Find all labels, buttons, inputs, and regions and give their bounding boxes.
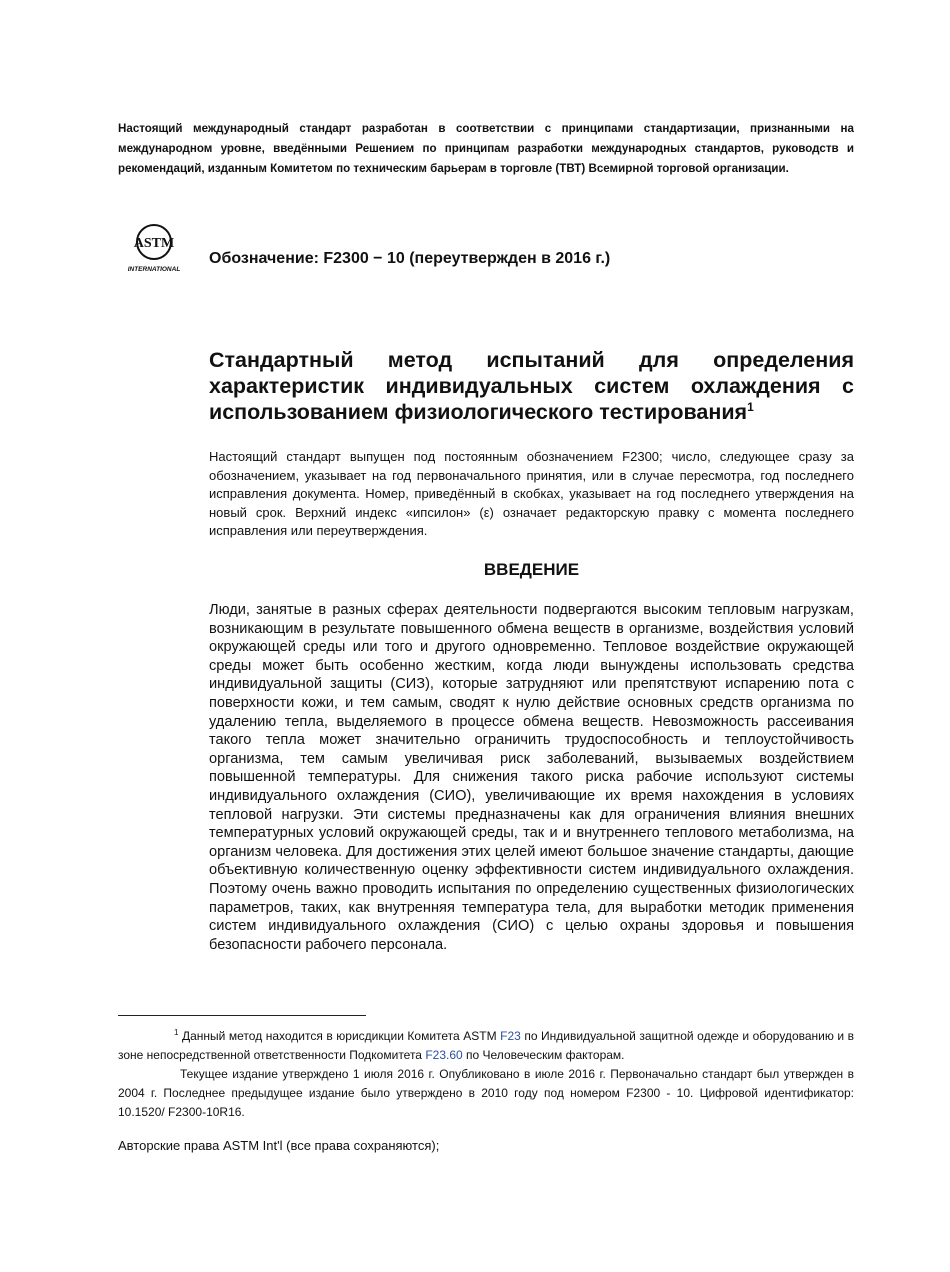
footnote-1-text-a: Данный метод находится в юрисдикции Комитета ASTM — [181, 1029, 497, 1043]
standard-designation: Обозначение: F2300 − 10 (переутвержден в 2016 г.) — [209, 250, 611, 267]
astm-logo — [122, 220, 186, 276]
footnote-edition: Текущее издание утверждено 1 июля 2016 г. Опубликовано в июле 2016 г. Первоначально стандарт был утвержден в 2004 г. Последнее предыдущее издание было утверждено в 2010 году под номером F2300 - 10. Цифровой идентификатор: 10.1520/ F2300-10R16. — [118, 1067, 854, 1119]
international-standard-notice: Настоящий международный стандарт разработан в соответствии с принципами стандартизации, признанными на международном уровне, введёнными Решением по принципам разработки международных стандартов, руководств и рекомендаций, изданным Комитетом по техническим барьерам в торговле (ТВТ) Всемирной торговой организации. — [118, 122, 854, 175]
astm-logo-text: INTERNATIONAL — [127, 266, 181, 273]
footnote-1-marker: 1 — [174, 1028, 179, 1037]
footnote-1-text-c: по Человеческим факторам. — [466, 1048, 625, 1062]
title-text: Стандартный метод испытаний для определения характеристик индивидуальных систем охлаждения с использованием физиологического тестирования — [209, 348, 854, 424]
title-footnote-ref: 1 — [747, 399, 754, 414]
astm-logo-mark: ASTM — [133, 236, 175, 251]
footnote-1 — [118, 1027, 854, 1065]
introduction-heading: ВВЕДЕНИЕ — [483, 560, 580, 579]
document-title — [209, 347, 854, 425]
subcommittee-link[interactable]: F23.60 — [425, 1048, 463, 1062]
standard-note: Настоящий стандарт выпущен под постоянным обозначением F2300; число, следующее сразу за обозначением, указывает на год первоначального принятия, или в случае пересмотра, год последнего исправления документа. Номер, приведённый в скобках, указывает на год последнего утверждения на новый срок. Верхний индекс «ипсилон» (ε) означает редакторскую правку с момента последнего исправления или переутверждения. — [209, 449, 854, 538]
introduction-body: Люди, занятые в разных сферах деятельности подвергаются высоким тепловым нагрузкам, возникающим в результате повышенного обмена веществ в организме, воздействия условий окружающей среды или того и другого одновременно. Тепловое воздействие окружающей среды может быть особенно жестким, когда люди вынуждены использовать средства индивидуальной защиты (СИЗ), которые затрудняют или препятствуют испарению пота с поверхности кожи, и тем самым, сводят к нулю действие основных средств организма по удалению тепла, выделяемого в процессе обмена веществ. Невозможность рассеивания такого тепла может значительно ограничить трудоспособность и теплоустойчивость организма, тем самым увеличивая риск заболеваний, вызываемых воздействием повышенной температуры. Для снижения такого риска рабочие используют системы индивидуального охлаждения (СИО), увеличивающие их время нахождения в условиях тепловой нагрузки. Эти системы предназначены как для ограничения влияния внешних температурных условий окружающей среды, так и и внутреннего теплового метаболизма, на организм человека. Для достижения этих целей имеют большое значение стандарты, дающие объективную количественную оценку эффективности систем индивидуального охлаждения. Поэтому очень важно проводить испытания по определению существенных физиологических параметров, таких, как внутренняя температура тела, для выработки методик применения систем индивидуального охлаждения (СИО) с целью охраны здоровья и повышения безопасности рабочего персонала. — [209, 602, 854, 953]
footnote-divider — [118, 1015, 366, 1016]
committee-link[interactable]: F23 — [500, 1029, 521, 1043]
footnote-1-text-b: по Индивидуальной защитной одежде и оборудованию и в зоне непосредственной ответственности Подкомитета — [118, 1029, 854, 1062]
copyright-notice: Авторские права ASTM Int'l (все права сохраняются); — [118, 1138, 440, 1153]
